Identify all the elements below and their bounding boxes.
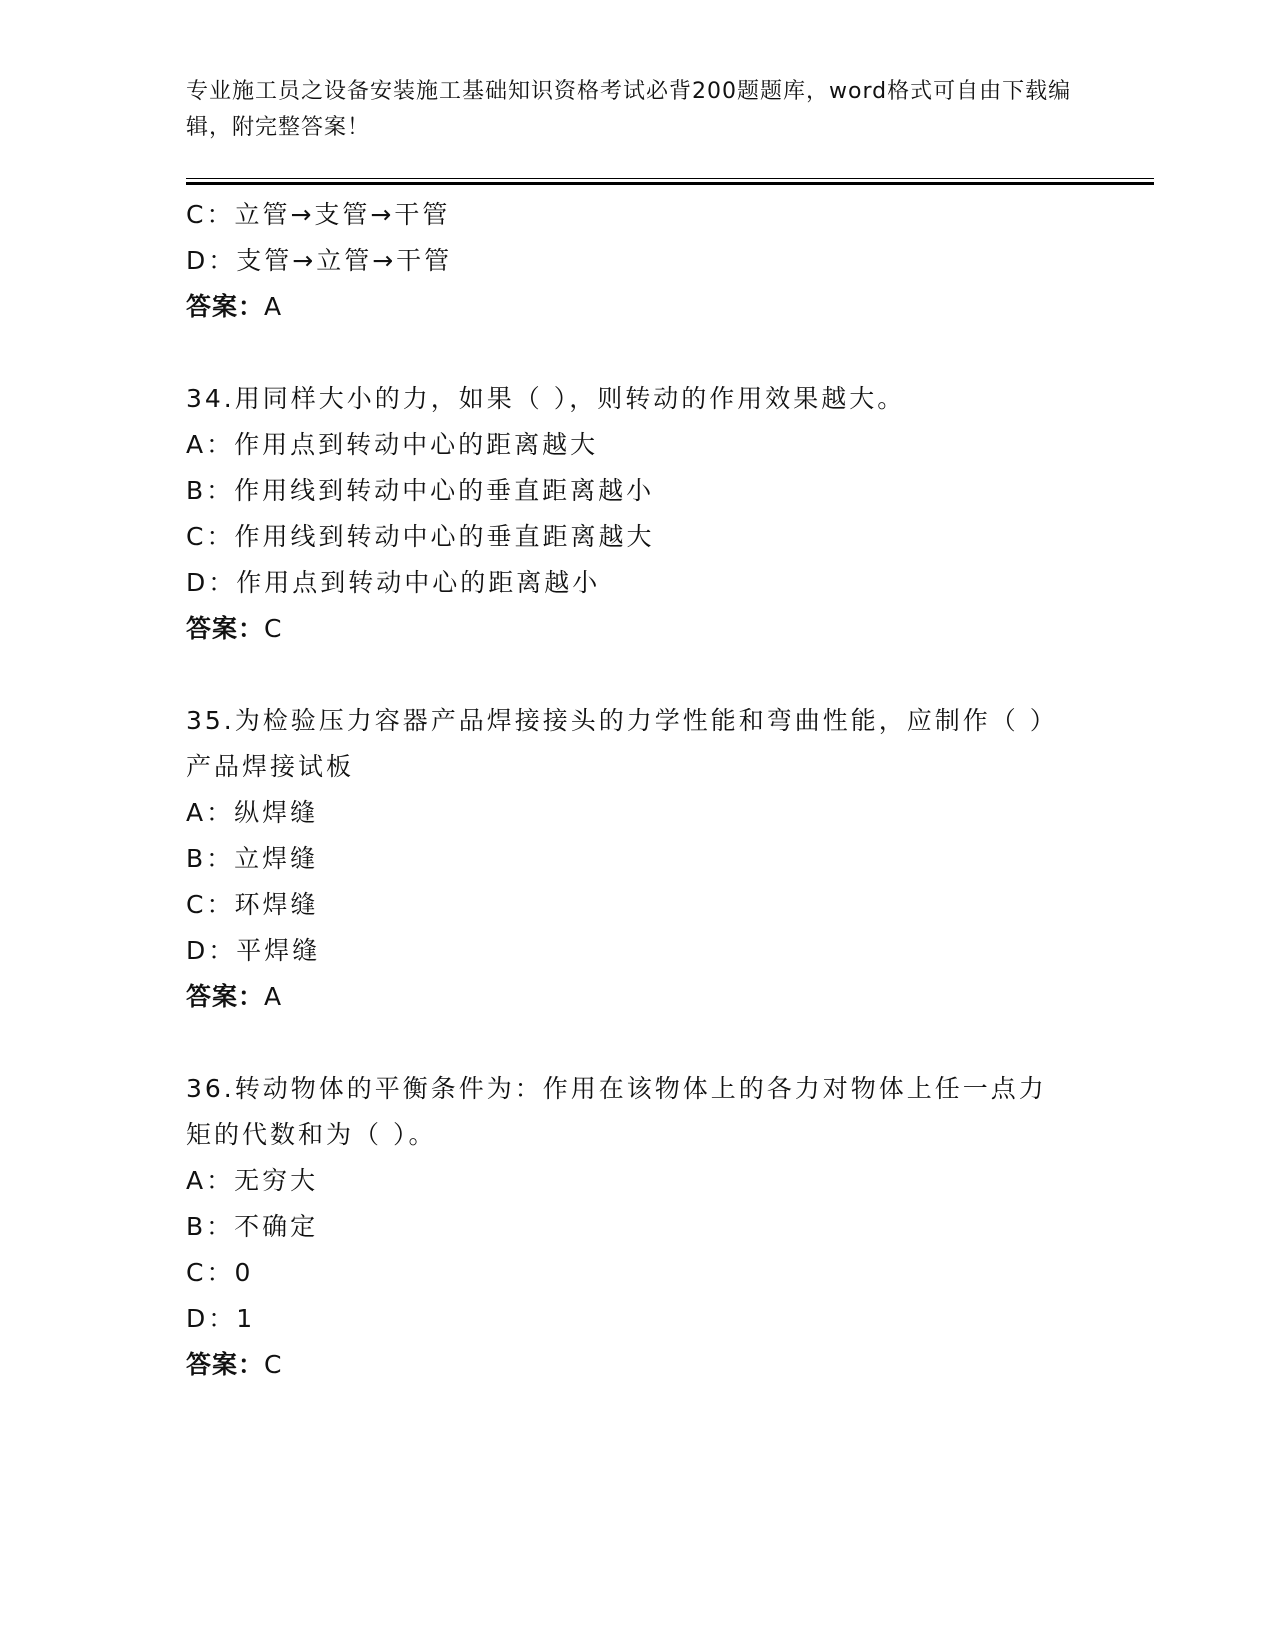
answer-line — [186, 1342, 1086, 1388]
question-block — [186, 192, 1086, 330]
header-divider-thick — [186, 182, 1154, 185]
option-a: A：纵焊缝 — [186, 798, 319, 827]
option-a: A：无穷大 — [186, 1166, 319, 1195]
answer-label: 答案： — [186, 982, 265, 1011]
answer-label: 答案： — [186, 614, 265, 643]
answer-value: A — [264, 982, 283, 1011]
question-block — [186, 698, 1086, 1020]
option-d: D：支管→立管→干管 — [186, 246, 453, 275]
answer-value: A — [264, 292, 283, 321]
option-d: D：作用点到转动中心的距离越小 — [186, 568, 601, 597]
question-block — [186, 1066, 1086, 1388]
question-text: 34.用同样大小的力，如果（ ），则转动的作用效果越大。 — [186, 384, 906, 413]
option-a: A：作用点到转动中心的距离越大 — [186, 430, 599, 459]
document-header: 专业施工员之设备安装施工基础知识资格考试必背200题题库，word格式可自由下载编辑，附完整答案！ — [186, 79, 1072, 140]
option-b: B：立焊缝 — [186, 844, 319, 873]
answer-label: 答案： — [186, 1350, 265, 1379]
question-text: 36.转动物体的平衡条件为：作用在该物体上的各力对物体上任一点力矩的代数和为（ ）。 — [186, 1074, 1047, 1149]
answer-label: 答案： — [186, 292, 265, 321]
answer-line — [186, 606, 1086, 652]
option-c: C：立管→支管→干管 — [186, 200, 451, 229]
question-text: 35.为检验压力容器产品焊接接头的力学性能和弯曲性能，应制作（ ）产品焊接试板 — [186, 706, 1058, 781]
option-c: C：0 — [186, 1258, 254, 1287]
option-c: C：作用线到转动中心的垂直距离越大 — [186, 522, 655, 551]
option-c: C：环焊缝 — [186, 890, 319, 919]
question-block — [186, 376, 1086, 652]
option-b: B：作用线到转动中心的垂直距离越小 — [186, 476, 655, 505]
option-b: B：不确定 — [186, 1212, 319, 1241]
answer-value: C — [264, 614, 283, 643]
option-d: D：1 — [186, 1304, 256, 1333]
answer-line — [186, 284, 1086, 330]
answer-value: C — [264, 1350, 283, 1379]
option-d: D：平焊缝 — [186, 936, 321, 965]
answer-line — [186, 974, 1086, 1020]
question-list — [186, 192, 1086, 1388]
header-divider-thin — [186, 178, 1154, 179]
